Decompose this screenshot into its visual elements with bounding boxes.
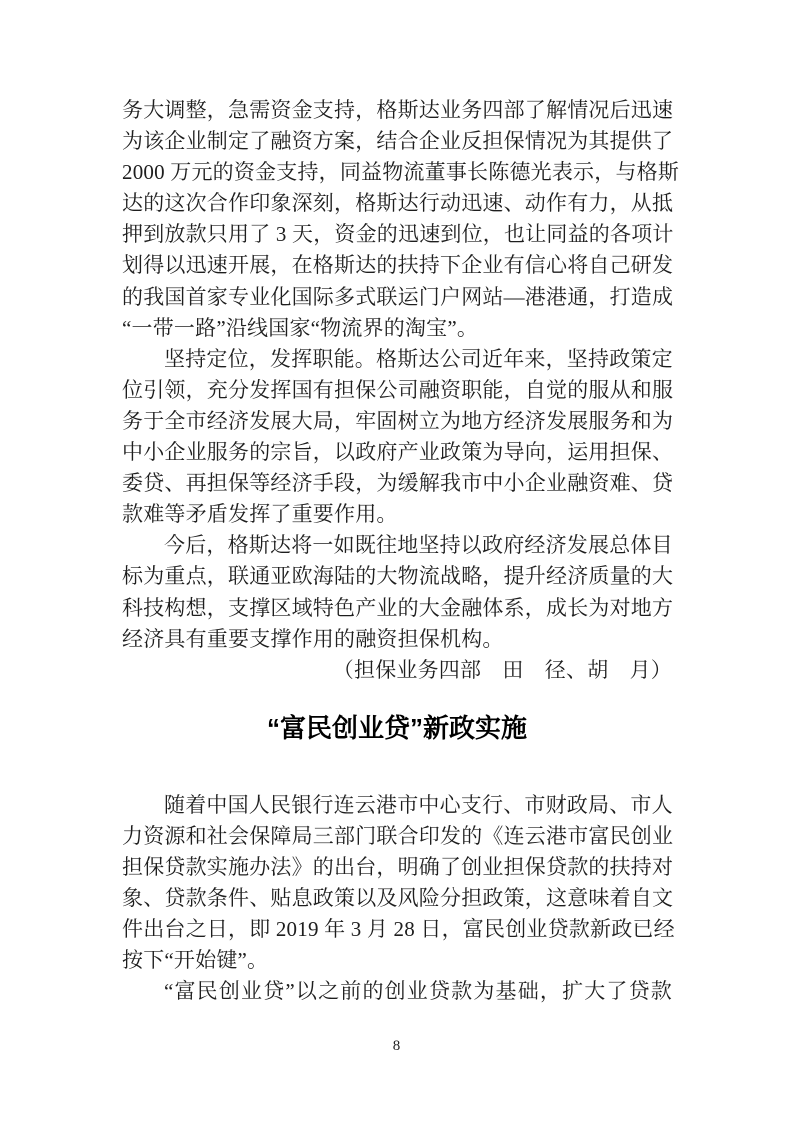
text-line: 今后，格斯达将一如既往地坚持以政府经济发展总体目 xyxy=(164,533,673,558)
text-line: “富民创业贷”以之前的创业贷款为基础，扩大了贷款 xyxy=(164,979,672,1004)
paragraph xyxy=(122,976,672,1007)
paragraph xyxy=(122,95,680,344)
text-block xyxy=(122,95,680,1007)
text-line: 务大调整，急需资金支持，格斯达业务四部了解情况后迅速 xyxy=(122,98,674,122)
text-line: 标为重点，联通亚欧海陆的大物流战略，提升经济质量的大 xyxy=(122,564,674,589)
article-title: “富民创业贷”新政实施 xyxy=(266,712,527,743)
text-line: 委贷、再担保等经济手段，为缓解我市中小企业融资难、贷 xyxy=(122,471,674,496)
text-line: 押到放款只用了 3 天，资金的迅速到位，也让同益的各项计 xyxy=(122,222,674,247)
byline: （担保业务四部 田 径、胡 月） xyxy=(332,657,672,682)
text-line: 力资源和社会保障局三部门联合印发的《连云港市富民创业 xyxy=(122,823,674,848)
text-line: “一带一路”沿线国家“物流界的淘宝”。 xyxy=(122,315,479,340)
text-line: 达的这次合作印象深刻，格斯达行动迅速、动作有力，从抵 xyxy=(122,191,674,216)
text-line: 为该企业制定了融资方案，结合企业反担保情况为其提供了 xyxy=(122,129,674,154)
article-new xyxy=(122,712,675,1008)
text-line: 科技构想，支撑区域特色产业的大金融体系，成长为对地方 xyxy=(122,595,674,620)
text-line: 担保贷款实施办法》的出台，明确了创业担保贷款的扶持对 xyxy=(122,854,674,879)
text-line: 2000 万元的资金支持，同益物流董事长陈德光表示，与格斯 xyxy=(122,160,680,185)
text-line: 象、贷款条件、贴息政策以及风险分担政策，这意味着自文 xyxy=(122,886,674,911)
text-line: 务于全市经济发展大局，牢固树立为地方经济发展服务和为 xyxy=(122,408,674,433)
article-continuation xyxy=(122,95,680,686)
text-line: 划得以迅速开展，在格斯达的扶持下企业有信心将自己研发 xyxy=(122,253,674,278)
text-line: 中小企业服务的宗旨，以政府产业政策为导向，运用担保、 xyxy=(122,440,674,465)
paragraph xyxy=(122,530,672,654)
text-line: 坚持定位，发挥职能。格斯达公司近年来，坚持政策定 xyxy=(164,346,673,371)
paragraph xyxy=(122,790,675,977)
text-line: 按下“开始键”。 xyxy=(122,948,269,973)
text-line: 件出台之日，即 2019 年 3 月 28 日，富民创业贷款新政已经 xyxy=(122,917,675,942)
text-line: 随着中国人民银行连云港市中心支行、市财政局、市人 xyxy=(164,792,673,817)
text-line: 的我国首家专业化国际多式联运门户网站—港港通，打造成 xyxy=(122,284,674,309)
text-line: 经济具有重要支撑作用的融资担保机构。 xyxy=(122,626,504,651)
paragraph xyxy=(122,344,672,531)
page-number-label: 8 xyxy=(392,1038,401,1054)
text-line: 款难等矛盾发挥了重要作用。 xyxy=(122,502,398,527)
text-line: 位引领，充分发挥国有担保公司融资职能，自觉的服从和服 xyxy=(122,377,674,402)
